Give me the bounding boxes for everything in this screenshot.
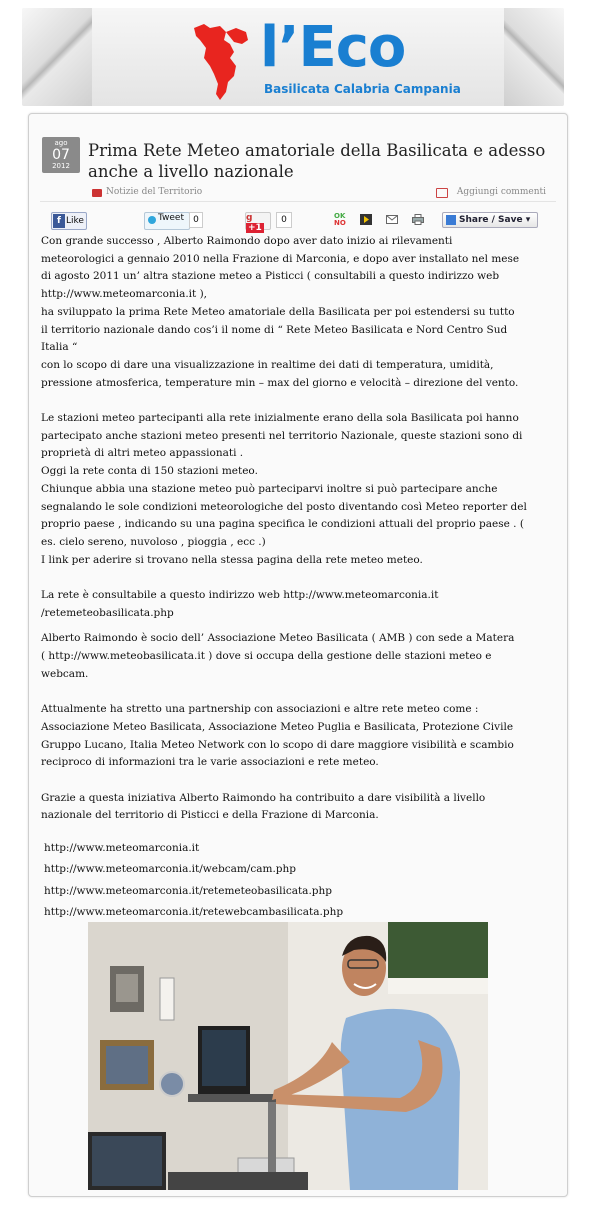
paragraph-3: La rete è consultabile a questo indirizzo web http://www.meteomarconia.it /retemeteobasilicata.php [41,589,439,619]
date-month: ago [54,139,68,147]
paragraph-1: Con grande successo , Alberto Raimondo dopo aver dato inizio ai rilevamenti meteorologici a gennaio 2010 nella Frazione di Marconia, e dopo aver installato nel mese di agosto 2011 un’ altra stazione meteo a Pisticci ( consultabili a questo indirizzo web http://www.meteomarconia.it ), ha sviluppato la prima Rete Meteo amatoriale della Basilicata per poi estendersi su tutto il territorio nazionale dando cos’i il nome di “ Rete Meteo Basilicata e Nord Centro Sud Italia “ con lo scopo di dare una visualizzazione in realtime dei dati di temperatura, umidità, pressione atmosferica, temperature min – max del giorno e velocità – direzione del vento. [41,235,520,389]
add-comment-link[interactable]: Aggiungi commenti [456,187,546,197]
paragraph-6: Grazie a questa iniziativa Alberto Raimondo ha contribuito a dare visibilità a livello nazionale del territorio di Pisticci e della Frazione di Marconia. [41,791,486,822]
page-curl-right [504,8,564,106]
folder-icon [92,189,102,197]
google-plus-button[interactable] [245,212,271,233]
article-meta [40,187,556,202]
chevron-down-icon: ▾ [525,215,531,225]
link-retemeteo[interactable]: http://www.meteomarconia.it/retemeteobasilicata.php [44,884,332,897]
date-day: 07 [52,147,70,163]
date-badge [42,137,80,173]
link-meteomarconia[interactable]: http://www.meteomarconia.it [44,842,200,854]
paragraph-4: Alberto Raimondo è socio dell’ Associazione Meteo Basilicata ( AMB ) con sede a Matera ( http://www.meteobasilicata.it ) dove si occupa della gestione delle stazioni meteo e webcam. [41,632,515,680]
logo-subtitle: Basilicata Calabria Campania [264,82,461,96]
link-retewebcam[interactable]: http://www.meteomarconia.it/retewebcambasilicata.php [44,905,344,918]
twitter-bird-icon [148,216,156,224]
share-plus-icon [446,215,456,225]
share-save-button[interactable] [442,212,538,228]
email-icon[interactable] [386,214,398,225]
share-label: Share / Save [459,215,523,225]
paragraph-5: Attualmente ha stretto una partnership con associazioni e altre rete meteo come : Associazione Meteo Basilicata, Associazione Meteo Puglia e Basilicata, Protezione Civile Gruppo Lucano, Italia Meteo Network con lo scopo di dare maggiore visibilità e scambio reciproco di informazioni tra le varie associazioni e rete meteo. [41,703,514,769]
google-g-icon: g [246,213,253,223]
print-icon[interactable] [412,214,424,225]
page-curl-left [22,8,92,106]
category-link[interactable]: Notizie del Territorio [106,187,203,197]
gplus-count: 0 [276,212,292,228]
date-year: 2012 [52,162,70,170]
article-title[interactable]: Prima Rete Meteo amatoriale della Basilicata e adesso anche a livello nazionale [88,141,546,181]
link-list [44,838,524,923]
tweet-button[interactable] [144,212,190,230]
gplus-label: +1 [248,223,262,233]
article-photo [88,922,488,1190]
facebook-icon: f [53,214,65,228]
article-body [41,233,561,825]
comment-icon [436,188,448,198]
bookmark-arrow-icon[interactable] [360,214,372,225]
site-banner[interactable] [22,8,564,106]
link-webcam[interactable]: http://www.meteomarconia.it/webcam/cam.php [44,863,296,876]
facebook-like-button[interactable] [51,212,87,230]
no-label: NO [334,219,346,227]
region-map-logo [190,22,252,102]
tweet-label: Tweet [158,213,184,223]
oknotizie-button[interactable] [334,213,346,227]
paragraph-2: Le stazioni meteo partecipanti alla rete inizialmente erano della sola Basilicata poi hanno partecipato anche stazioni meteo presenti nel territorio Nazionale, queste stazioni sono di proprietà di altri meteo appassionati . Oggi la rete conta di 150 stazioni meteo. Chiunque abbia una stazione meteo può parteciparvi inoltre si può partecipare anche segnalando le sole condizioni meteorologiche del posto diventando così Meteo reporter del proprio paese , indicando su una pagina specifica le condizioni attuali del proprio paese . ( es. cielo sereno, nuvoloso , pioggia , ecc .) I link per aderire si trovano nella stessa pagina della rete meteo meteo. [41,412,527,566]
logo-title: l’Eco [260,15,406,80]
tweet-count: 0 [189,212,203,228]
ok-label: OK [334,212,346,220]
facebook-like-label: Like [66,216,84,226]
